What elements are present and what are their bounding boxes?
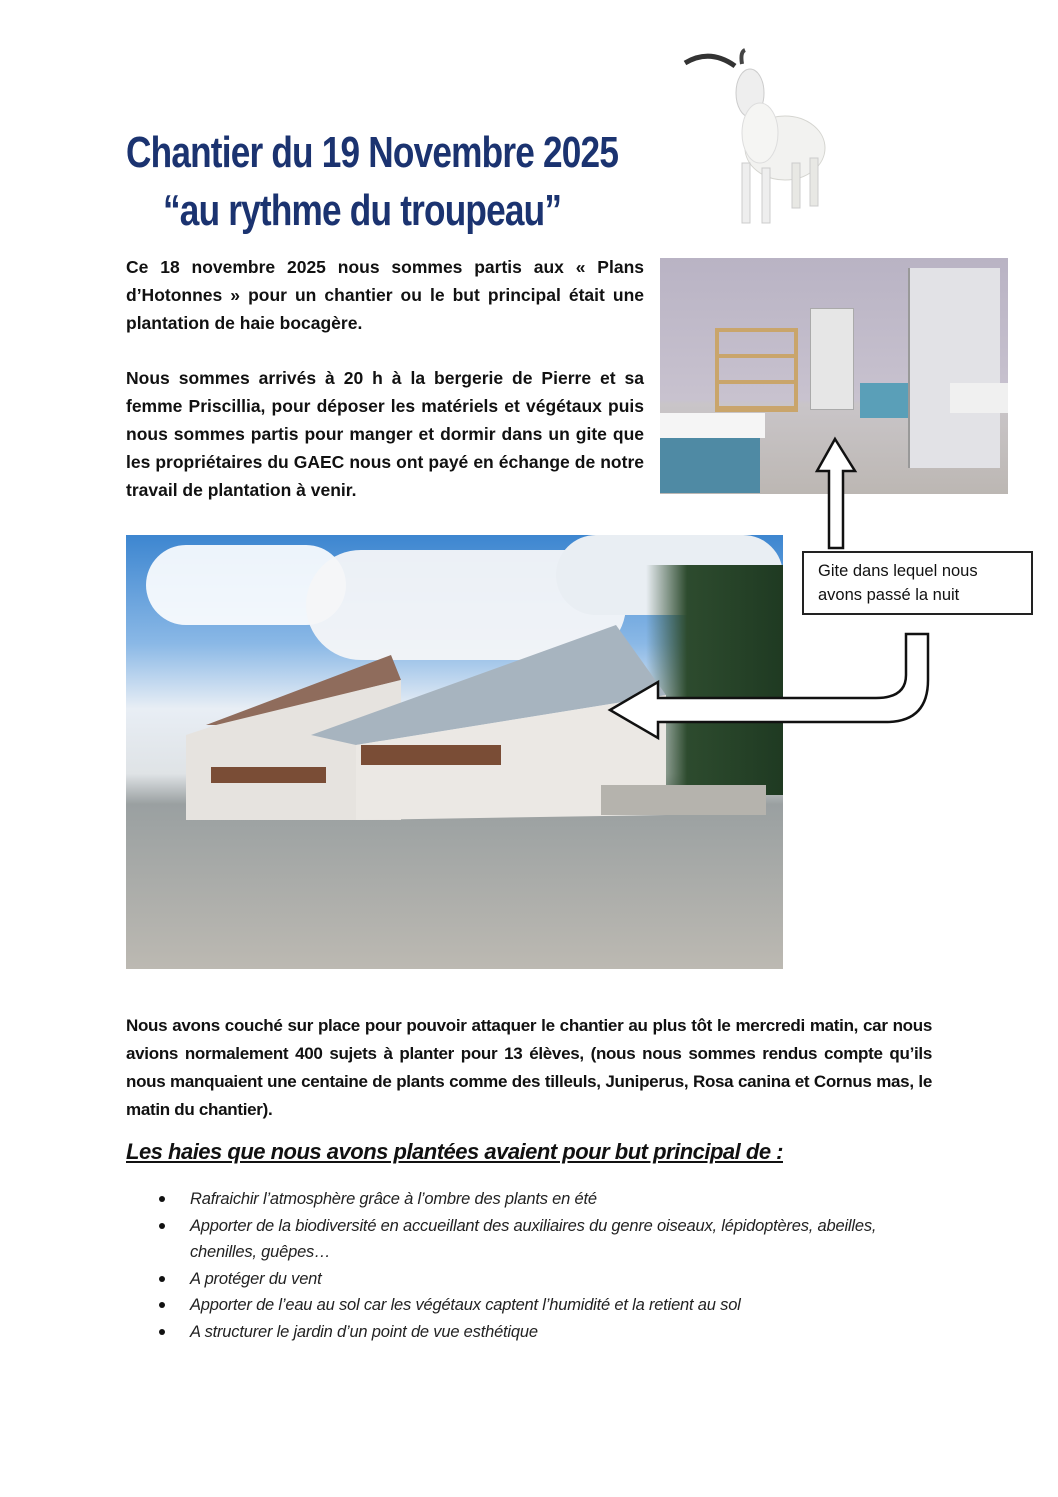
title-line-1: Chantier du 19 Novembre 2025 xyxy=(126,128,619,177)
list-item: Apporter de la biodiversité en accueillant des auxiliaires du genre oiseaux, lépidoptères, abeilles, chenilles, guêpes… xyxy=(162,1213,882,1266)
goat-illustration xyxy=(680,48,830,230)
bullet-icon xyxy=(159,1223,165,1229)
paragraph-3: Nous avons couché sur place pour pouvoir attaquer le chantier au plus tôt le mercredi matin, car nous avions normalement 400 sujets à planter pour 13 élèves, (nous nous sommes rendus compte qu’ils nous manquaient une centaine de plants comme des tilleuls, Juniperus, Rosa canina et Cornus mas, le matin du chantier). xyxy=(126,1016,932,1119)
list-item: A structurer le jardin d’un point de vue esthétique xyxy=(162,1319,882,1346)
section-heading: Les haies que nous avons plantées avaient pour but principal de : xyxy=(126,1139,783,1164)
up-arrow-icon xyxy=(812,436,862,552)
intro-paragraph-1: Ce 18 novembre 2025 nous sommes partis aux « Plans d’Hotonnes » pour un chantier ou le but principal était une plantation de haie bocagère. xyxy=(126,257,644,333)
gite-callout-box: Gite dans lequel nous avons passé la nuit xyxy=(802,551,1033,615)
bullet-icon xyxy=(159,1329,165,1335)
intro-paragraph-2: Nous sommes arrivés à 20 h à la bergerie de Pierre et sa femme Priscillia, pour déposer les matériels et végétaux puis nous sommes partis pour manger et dormir dans un gite que les propriétaires du GAEC nous ont payé en échange de notre travail de plantation à venir. xyxy=(126,368,644,500)
list-item: A protéger du vent xyxy=(162,1266,882,1293)
bullet-icon xyxy=(159,1196,165,1202)
list-item: Apporter de l’eau au sol car les végétaux captent l’humidité et la retient au sol xyxy=(162,1292,882,1319)
title-line-2: “au rythme du troupeau” xyxy=(163,186,562,235)
list-item: Rafraichir l’atmosphère grâce à l’ombre des plants en été xyxy=(162,1186,882,1213)
gite-building-photo xyxy=(126,535,783,969)
bullet-icon xyxy=(159,1302,165,1308)
goals-list xyxy=(162,1186,882,1345)
curved-arrow-icon xyxy=(606,630,936,750)
bullet-icon xyxy=(159,1276,165,1282)
